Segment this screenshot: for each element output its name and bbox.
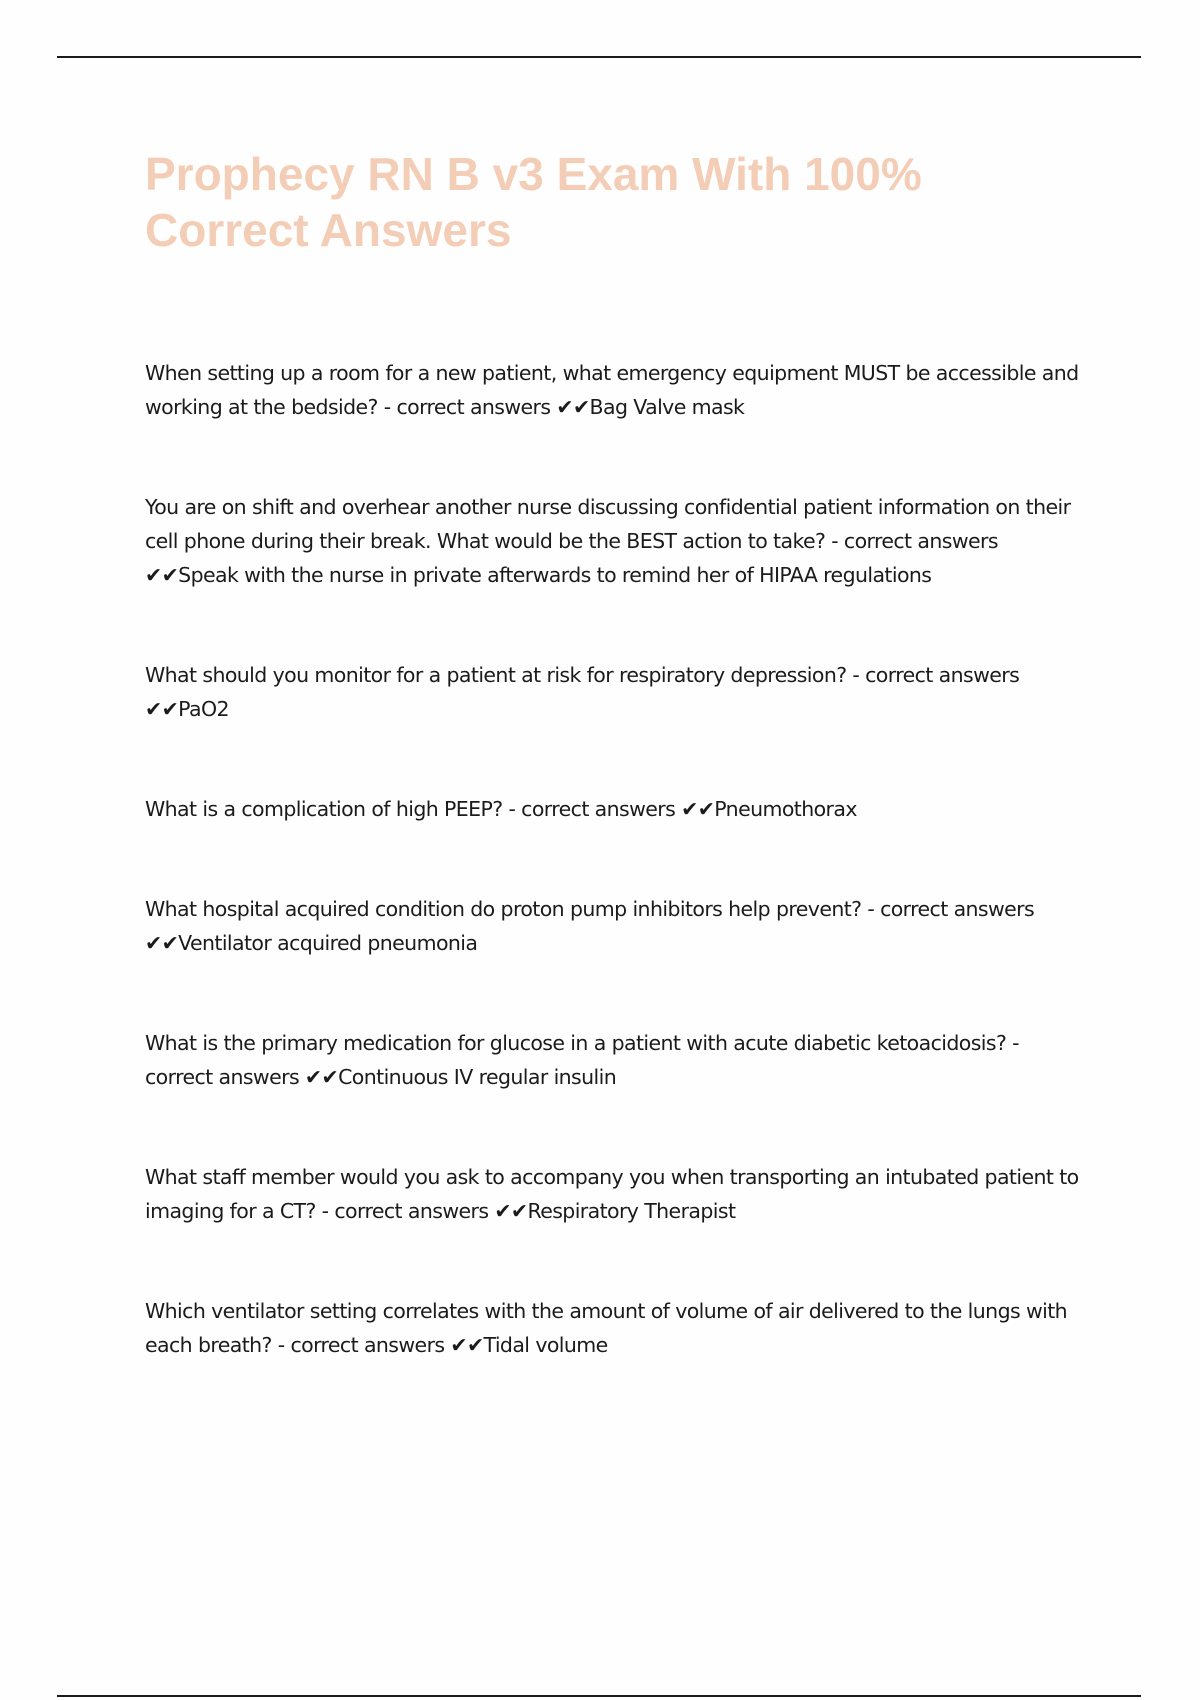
qa-line: What hospital acquired condition do proton pump inhibitors help prevent? - correct answers bbox=[145, 897, 1035, 921]
qa-line: working at the bedside? - correct answers ✔✔Bag Valve mask bbox=[145, 395, 745, 419]
document-title bbox=[145, 146, 1045, 258]
qa-item bbox=[145, 356, 1095, 424]
qa-line: What is the primary medication for glucose in a patient with acute diabetic ketoacidosis? - bbox=[145, 1031, 1019, 1055]
qa-line: ✔✔PaO2 bbox=[145, 697, 229, 721]
top-divider bbox=[57, 56, 1141, 58]
qa-line: cell phone during their break. What would be the BEST action to take? - correct answers bbox=[145, 529, 998, 553]
qa-line: Which ventilator setting correlates with the amount of volume of air delivered to the lungs with bbox=[145, 1299, 1068, 1323]
qa-line: What should you monitor for a patient at risk for respiratory depression? - correct answers bbox=[145, 663, 1020, 687]
qa-item bbox=[145, 658, 1095, 726]
qa-item bbox=[145, 892, 1095, 960]
qa-list bbox=[145, 356, 1095, 1428]
bottom-divider bbox=[57, 1695, 1141, 1697]
qa-item bbox=[145, 1294, 1095, 1362]
qa-line: each breath? - correct answers ✔✔Tidal volume bbox=[145, 1333, 608, 1357]
qa-item bbox=[145, 1160, 1095, 1228]
qa-item bbox=[145, 490, 1095, 592]
title-line-2: Correct Answers bbox=[145, 204, 512, 256]
qa-line: ✔✔Ventilator acquired pneumonia bbox=[145, 931, 478, 955]
qa-line: ✔✔Speak with the nurse in private afterwards to remind her of HIPAA regulations bbox=[145, 563, 932, 587]
qa-line: What staff member would you ask to accompany you when transporting an intubated patient to bbox=[145, 1165, 1079, 1189]
qa-line: When setting up a room for a new patient, what emergency equipment MUST be accessible and bbox=[145, 361, 1079, 385]
qa-line: You are on shift and overhear another nurse discussing confidential patient information on their bbox=[145, 495, 1071, 519]
qa-item bbox=[145, 792, 1095, 826]
qa-line: imaging for a CT? - correct answers ✔✔Respiratory Therapist bbox=[145, 1199, 736, 1223]
title-line-1: Prophecy RN B v3 Exam With 100% bbox=[145, 148, 922, 200]
qa-line: What is a complication of high PEEP? - correct answers ✔✔Pneumothorax bbox=[145, 797, 857, 821]
qa-line: correct answers ✔✔Continuous IV regular insulin bbox=[145, 1065, 617, 1089]
qa-item bbox=[145, 1026, 1095, 1094]
